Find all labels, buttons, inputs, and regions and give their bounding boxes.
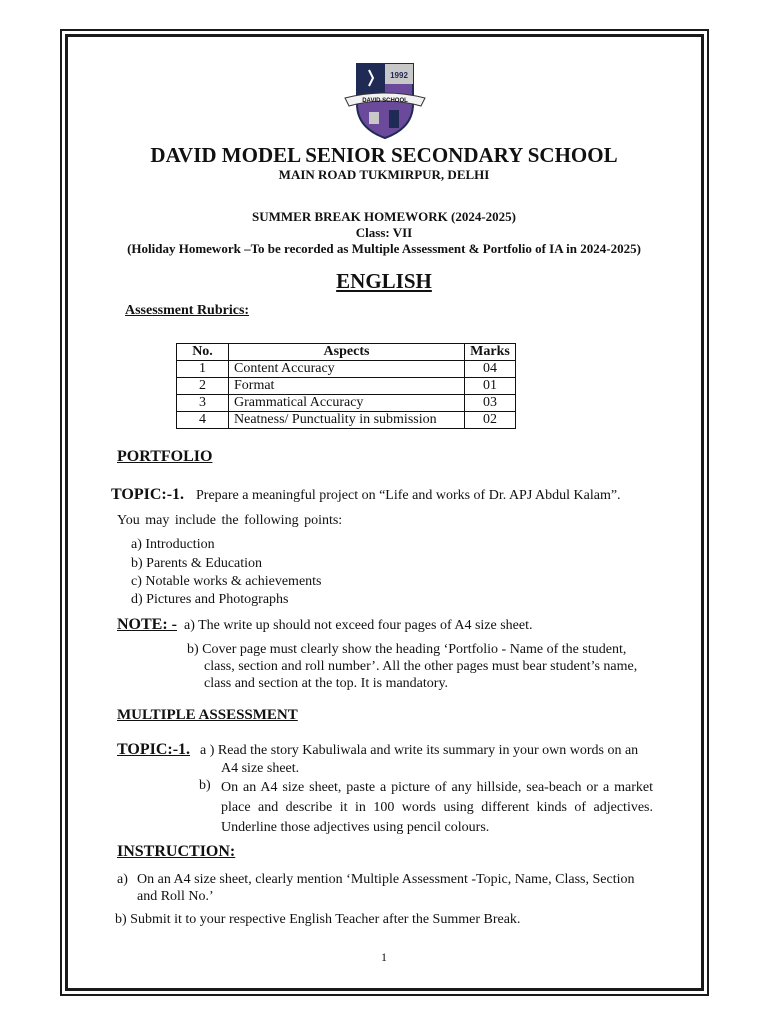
- instruction-item-b: b) Submit it to your respective English Teacher after the Summer Break.: [115, 912, 521, 927]
- homework-title: SUMMER BREAK HOMEWORK (2024-2025): [252, 209, 516, 224]
- row-marks: 03: [465, 395, 516, 412]
- table-row: [177, 395, 516, 412]
- ma-item-b-text: On an A4 size sheet, paste a picture of any hillside, sea-beach or a market place and describe it in 100 words using different kinds of adjectives. Underline those adjectives using pencil colours.: [221, 780, 653, 835]
- note-item-b-line2: class, section and roll number’. All the other pages must bear student’s name,: [204, 659, 638, 674]
- list-item: b) Parents & Education: [131, 556, 263, 571]
- note-label: NOTE: -: [117, 616, 177, 633]
- logo-ribbon-text: DAVID SCHOOL: [362, 98, 408, 104]
- row-no: 4: [177, 412, 229, 429]
- row-no: 1: [177, 361, 229, 378]
- list-item: d) Pictures and Photographs: [131, 592, 289, 607]
- row-marks: 02: [465, 412, 516, 429]
- portfolio-heading: PORTFOLIO: [117, 448, 213, 465]
- rubrics-table: [176, 343, 516, 429]
- holiday-note: (Holiday Homework –To be recorded as Multiple Assessment & Portfolio of IA in 2024-2025): [127, 241, 641, 256]
- table-row: [177, 412, 516, 429]
- row-marks: 04: [465, 361, 516, 378]
- table-header-row: [177, 344, 516, 361]
- note-item-b-line3: class and section at the top. It is mandatory.: [204, 676, 449, 691]
- ma-item-a-line2: A4 size sheet.: [221, 761, 300, 776]
- instruction-item-a-marker: a): [117, 872, 128, 887]
- page-number: 1: [381, 950, 387, 964]
- multiple-assessment-heading: MULTIPLE ASSESSMENT: [117, 707, 298, 723]
- rubrics-heading: Assessment Rubrics:: [125, 303, 250, 318]
- column-header-marks: Marks: [465, 344, 516, 361]
- list-item: a) Introduction: [131, 537, 215, 552]
- note-item-b-line1: b) Cover page must clearly show the heading ‘Portfolio - Name of the student,: [187, 642, 627, 657]
- table-row: [177, 361, 516, 378]
- ma-item-a-line1: a ) Read the story Kabuliwala and write its summary in your own words on an: [200, 743, 639, 758]
- row-no: 3: [177, 395, 229, 412]
- instruction-heading: INSTRUCTION:: [117, 843, 236, 860]
- table-row: [177, 378, 516, 395]
- school-crest-logo: [343, 58, 427, 140]
- portfolio-topic-label: TOPIC:-1.: [111, 486, 185, 503]
- school-name: DAVID MODEL SENIOR SECONDARY SCHOOL: [150, 143, 618, 167]
- note-item-a: a) The write up should not exceed four pages of A4 size sheet.: [184, 618, 533, 633]
- ma-topic-label: TOPIC:-1.: [117, 741, 191, 758]
- school-address: MAIN ROAD TUKMIRPUR, DELHI: [278, 167, 490, 182]
- points-intro: You may include the following points:: [117, 513, 343, 528]
- portfolio-topic-text: Prepare a meaningful project on “Life and works of Dr. APJ Abdul Kalam”.: [196, 488, 621, 503]
- logo-year: 1992: [390, 71, 408, 80]
- class-line: Class: VII: [355, 225, 413, 240]
- row-no: 2: [177, 378, 229, 395]
- ma-item-b-marker: b): [199, 778, 211, 793]
- column-header-aspects: Aspects: [229, 344, 465, 361]
- row-aspect: Format: [229, 378, 465, 395]
- list-item: c) Notable works & achievements: [131, 574, 322, 589]
- row-aspect: Content Accuracy: [229, 361, 465, 378]
- subject-title: ENGLISH: [336, 269, 432, 293]
- column-header-no: No.: [177, 344, 229, 361]
- instruction-item-a-line2: and Roll No.’: [137, 889, 214, 904]
- row-aspect: Grammatical Accuracy: [229, 395, 465, 412]
- row-marks: 01: [465, 378, 516, 395]
- instruction-item-a-line1: On an A4 size sheet, clearly mention ‘Multiple Assessment -Topic, Name, Class, Section: [137, 872, 635, 887]
- row-aspect: Neatness/ Punctuality in submission: [229, 412, 465, 429]
